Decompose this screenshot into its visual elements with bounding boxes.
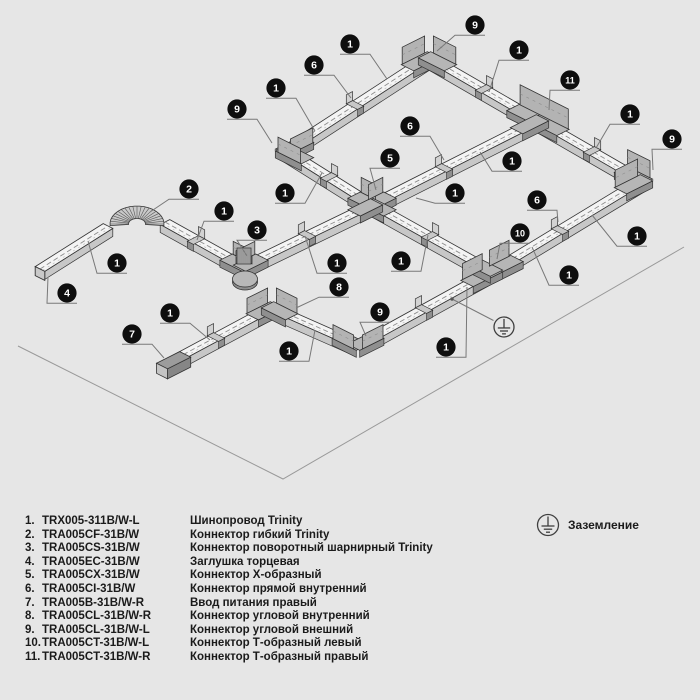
callout-badge-label: 1 — [167, 307, 173, 320]
callout-6 — [527, 190, 558, 222]
callout-badge-label: 8 — [336, 281, 342, 294]
legend-code: TRA005CS-31B/W — [42, 542, 140, 555]
legend-desc: Коннектор прямой внутренний — [190, 582, 367, 595]
legend-code: TRA005CX-31B/W — [42, 569, 140, 582]
legend-desc: Коннектор поворотный шарнирный Trinity — [190, 542, 433, 555]
legend-num: 9. — [25, 623, 35, 636]
legend-item-3 — [25, 542, 433, 556]
legend-item-4 — [25, 556, 433, 570]
legend-item-8 — [25, 610, 433, 624]
callout-badge-label: 1 — [452, 187, 458, 200]
legend-code: TRA005CL-31B/W-L — [42, 623, 150, 636]
legend-desc: Коннектор Т-образный левый — [190, 637, 362, 650]
callout-9 — [652, 129, 682, 170]
callout-badge-label: 1 — [334, 257, 340, 270]
legend-num: 5. — [25, 569, 35, 582]
callout-badge-label: 1 — [347, 38, 353, 51]
callout-badge-label: 1 — [443, 341, 449, 354]
diagram-grounding-symbol-icon — [494, 317, 514, 337]
legend-desc: Ввод питания правый — [190, 596, 317, 609]
legend-code: TRA005CT-31B/W-L — [42, 637, 150, 650]
legend-desc: Коннектор угловой внешний — [190, 623, 354, 636]
callout-badge-label: 5 — [387, 152, 393, 165]
callout-1 — [489, 40, 529, 92]
legend-code: TRX005-311B/W-L — [42, 515, 140, 527]
callout-1 — [266, 78, 315, 131]
legend-item-11 — [25, 651, 433, 665]
callout-badge-label: 6 — [407, 120, 413, 133]
legend-code: TRA005CF-31B/W — [42, 528, 140, 541]
legend-code: TRA005CT-31B/W-R — [42, 650, 151, 663]
legend-desc: Заглушка торцевая — [190, 555, 300, 568]
legend-num: 8. — [25, 610, 35, 623]
callout-badge-label: 1 — [516, 44, 522, 57]
callout-badge-label: 7 — [129, 328, 135, 341]
legend-item-9 — [25, 624, 433, 638]
legend-num: 2. — [25, 528, 35, 541]
legend-num: 3. — [25, 542, 35, 555]
legend-desc: Коннектор гибкий Trinity — [190, 528, 330, 541]
callout-badge-label: 1 — [273, 82, 279, 95]
callout-badge-label: 1 — [627, 108, 633, 121]
legend-desc: Коннектор X-образный — [190, 569, 322, 582]
callout-badge-label: 1 — [509, 155, 515, 168]
callout-badge-label: 1 — [566, 269, 572, 282]
legend-code: TRA005CI-31B/W — [42, 582, 136, 595]
legend-desc: Шинопровод Trinity — [190, 515, 303, 527]
callout-badge-label: 11 — [565, 75, 575, 86]
legend-code: TRA005EC-31B/W — [42, 555, 140, 568]
legend-num: 6. — [25, 582, 35, 595]
legend-code: TRA005B-31B/W-R — [42, 596, 145, 609]
callout-badge-label: 10 — [514, 228, 526, 239]
legend — [25, 515, 433, 665]
callout-badge-label: 9 — [377, 306, 383, 319]
callout-badge-label: 9 — [669, 133, 675, 146]
grounding-symbol-icon — [535, 512, 561, 538]
callout-2 — [150, 179, 199, 212]
callout-badge-label: 1 — [398, 255, 404, 268]
callout-badge-label: 6 — [311, 59, 317, 72]
callout-4 — [47, 277, 77, 303]
legend-desc: Коннектор угловой внутренний — [190, 610, 370, 623]
callout-badge-label: 9 — [234, 103, 240, 116]
callout-1 — [592, 215, 647, 246]
legend-item-2 — [25, 529, 433, 543]
callout-badge-label: 6 — [534, 194, 540, 207]
grounding-legend — [535, 512, 639, 538]
legend-num: 4. — [25, 555, 35, 568]
legend-code: TRA005CL-31B/W-R — [42, 610, 152, 623]
legend-num: 11. — [25, 650, 41, 663]
legend-item-1 — [25, 515, 433, 529]
legend-desc: Коннектор Т-образный правый — [190, 650, 369, 663]
callout-badge-label: 1 — [286, 345, 292, 358]
legend-num: 7. — [25, 596, 35, 609]
callout-5 — [370, 148, 400, 190]
callout-1 — [340, 34, 387, 79]
callout-badge-label: 3 — [254, 224, 260, 237]
callout-6 — [304, 55, 351, 98]
legend-num: 10. — [25, 637, 41, 650]
callout-badge-label: 1 — [221, 205, 227, 218]
callout-badge-label: 1 — [114, 257, 120, 270]
callout-1 — [160, 303, 210, 340]
callout-badge-label: 1 — [634, 230, 640, 243]
callout-7 — [122, 324, 164, 358]
grounding-label: Заземление — [568, 518, 639, 532]
callout-badge-label: 1 — [282, 187, 288, 200]
legend-item-10 — [25, 637, 433, 651]
callout-1 — [596, 104, 640, 148]
callout-6 — [400, 116, 444, 160]
callout-badge-label: 4 — [64, 287, 70, 300]
legend-item-6 — [25, 583, 433, 597]
legend-num: 1. — [25, 515, 35, 527]
callout-8 — [296, 277, 349, 308]
callout-9 — [227, 99, 272, 143]
legend-item-5 — [25, 569, 433, 583]
legend-item-7 — [25, 597, 433, 611]
callout-badge-label: 2 — [186, 183, 192, 196]
callout-badge-label: 9 — [472, 19, 478, 32]
